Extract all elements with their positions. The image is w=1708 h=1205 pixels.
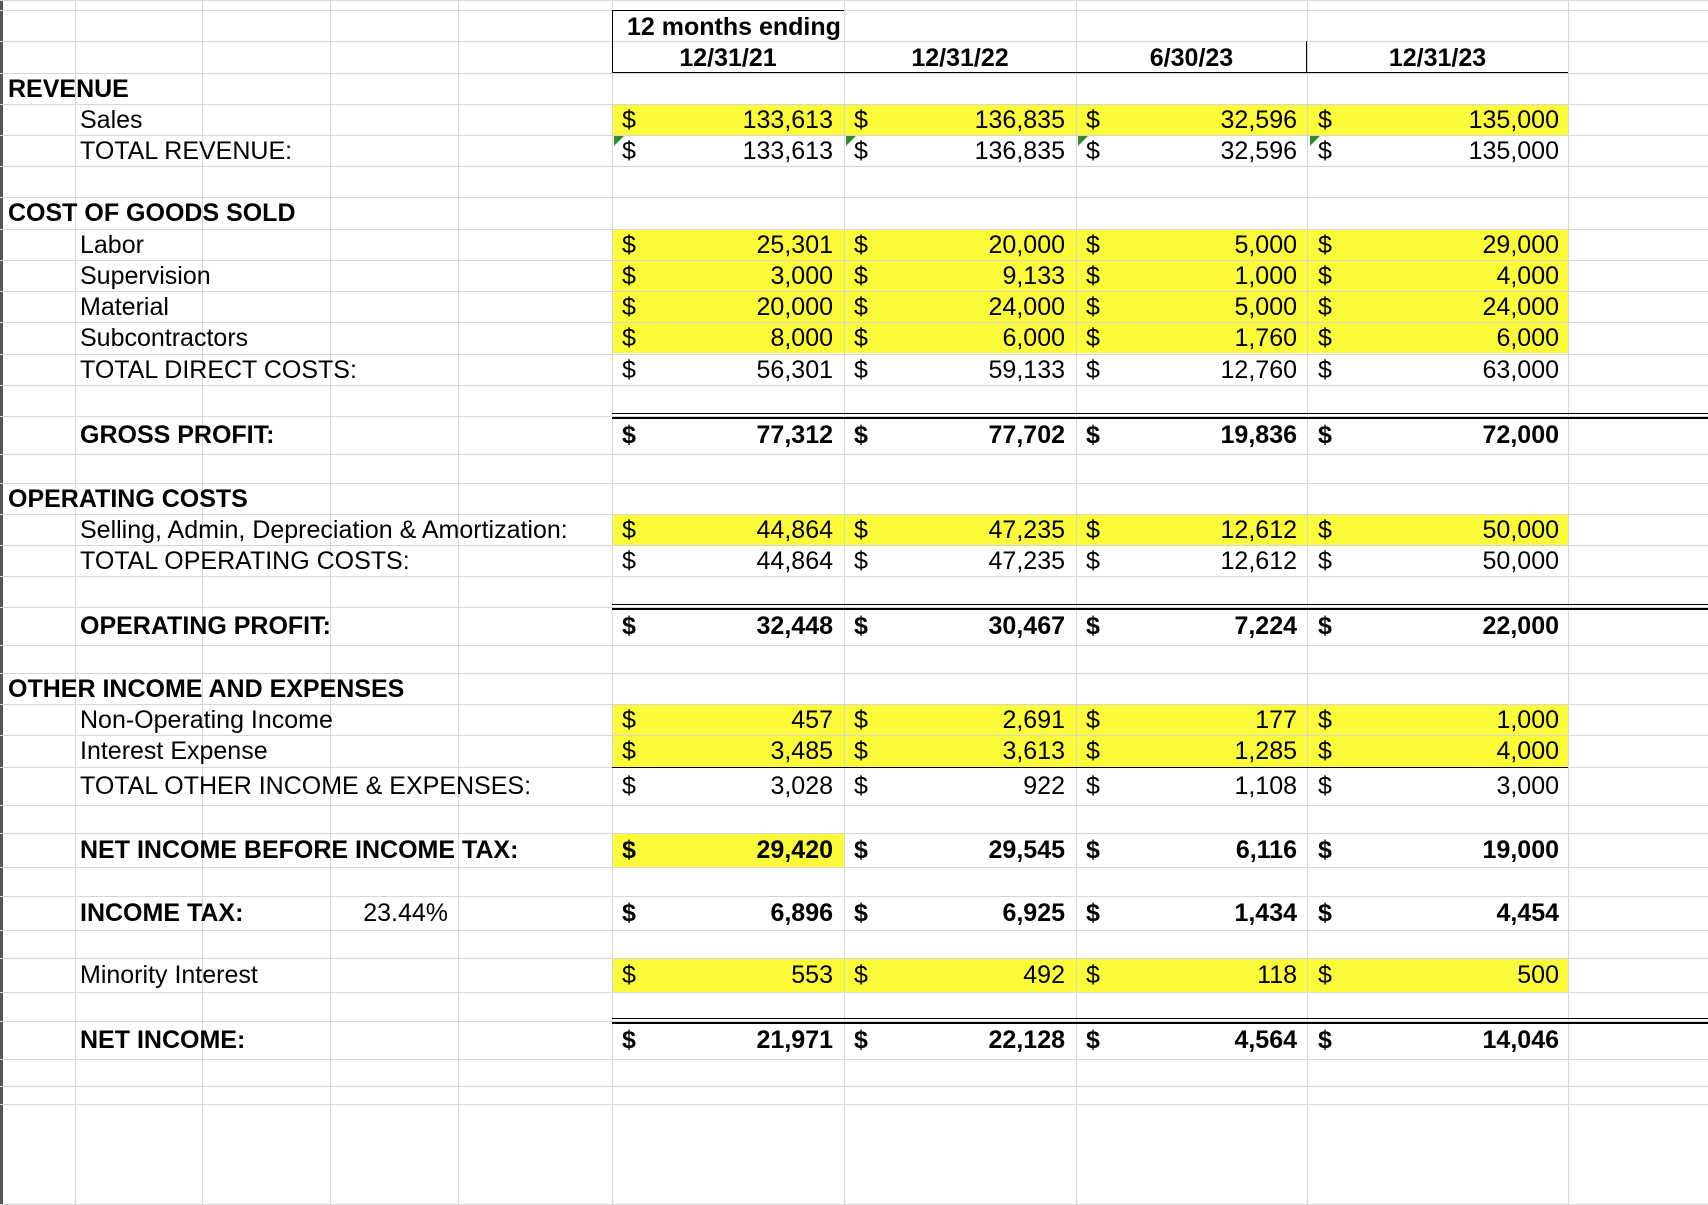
total_other-value-4[interactable]: 3,000 [1496,772,1559,800]
total_opcosts-value-4[interactable]: 50,000 [1482,547,1559,575]
non_op_income-dollar-2: $ [854,706,868,734]
section-title-opcosts: OPERATING COSTS [8,485,248,513]
total_opcosts-value-1[interactable]: 44,864 [756,547,833,575]
income_tax-value-4[interactable]: 4,454 [1496,899,1559,927]
grid-row-line [0,833,1708,834]
operating_profit-double-rule [612,608,1708,610]
net_income-double-rule [612,1022,1708,1024]
sga-value-4[interactable]: 50,000 [1482,516,1559,544]
operating_profit-dollar-2: $ [854,612,868,640]
grid-row-line [0,1059,1708,1060]
net_before_tax-label: NET INCOME BEFORE INCOME TAX: [80,836,519,864]
grid-row-line [0,930,1708,931]
material-dollar-2: $ [854,293,868,321]
total_direct-dollar-2: $ [854,356,868,384]
subcontractors-value-3[interactable]: 1,760 [1234,324,1297,352]
non_op_income-value-2[interactable]: 2,691 [1002,706,1065,734]
net_before_tax-dollar-3: $ [1086,836,1100,864]
total_other-dollar-3: $ [1086,772,1100,800]
income_tax-dollar-4: $ [1318,899,1332,927]
net_before_tax-dollar-1: $ [622,836,636,864]
grid-row-line [0,645,1708,646]
supervision-dollar-1: $ [622,262,636,290]
minority_interest-value-1[interactable]: 553 [791,961,833,989]
total_direct-dollar-3: $ [1086,356,1100,384]
labor-dollar-2: $ [854,231,868,259]
grid-row-line [0,896,1708,897]
interest_expense-dollar-4: $ [1318,737,1332,765]
sga-dollar-4: $ [1318,516,1332,544]
net_income-dollar-4: $ [1318,1026,1332,1054]
grid-row-line [0,992,1708,993]
total_opcosts-dollar-2: $ [854,547,868,575]
sales-value-2[interactable]: 136,835 [974,106,1065,134]
non_op_income-value-4[interactable]: 1,000 [1496,706,1559,734]
material-value-1[interactable]: 20,000 [756,293,833,321]
operating_profit-label: OPERATING PROFIT: [80,612,331,640]
gross_profit-value-3[interactable]: 19,836 [1220,421,1297,449]
interest_expense-dollar-3: $ [1086,737,1100,765]
net_before_tax-value-1[interactable]: 29,420 [756,836,833,864]
supervision-label: Supervision [80,262,211,290]
total_opcosts-value-2[interactable]: 47,235 [988,547,1065,575]
net_before_tax-value-3[interactable]: 6,116 [1235,836,1297,864]
material-value-4[interactable]: 24,000 [1482,293,1559,321]
supervision-value-4[interactable]: 4,000 [1496,262,1559,290]
error-indicator-icon [614,136,624,146]
net_income-dollar-2: $ [854,1026,868,1054]
error-indicator-icon [1078,136,1088,146]
grid-row-line [0,41,1708,42]
subcontractors-label: Subcontractors [80,324,249,352]
sales-dollar-2: $ [854,106,868,134]
labor-dollar-4: $ [1318,231,1332,259]
net_income-dollar-3: $ [1086,1026,1100,1054]
sga-dollar-1: $ [622,516,636,544]
total_revenue-dollar-3: $ [1086,137,1100,165]
operating_profit-dollar-1: $ [622,612,636,640]
operating_profit-value-2[interactable]: 30,467 [988,612,1065,640]
total_other-value-2[interactable]: 922 [1023,772,1065,800]
gross_profit-label: GROSS PROFIT: [80,421,275,449]
material-label: Material [80,293,169,321]
sales-dollar-4: $ [1318,106,1332,134]
labor-value-2[interactable]: 20,000 [988,231,1065,259]
interest_expense-value-4[interactable]: 4,000 [1496,737,1559,765]
total_revenue-dollar-2: $ [854,137,868,165]
total_opcosts-dollar-3: $ [1086,547,1100,575]
labor-label: Labor [80,231,144,259]
grid-row-line [0,805,1708,806]
period-title: 12 months ending [627,13,841,41]
net_before_tax-dollar-2: $ [854,836,868,864]
column-header-2: 12/31/22 [911,44,1009,72]
tax-rate[interactable]: 23.44% [363,899,448,927]
labor-value-3[interactable]: 5,000 [1234,231,1297,259]
minority_interest-value-2[interactable]: 492 [1023,961,1065,989]
income_tax-value-3[interactable]: 1,434 [1234,899,1297,927]
grid-row-line [0,958,1708,959]
operating_profit-value-3[interactable]: 7,224 [1234,612,1297,640]
total_direct-dollar-1: $ [622,356,636,384]
income_tax-value-2[interactable]: 6,925 [1002,899,1065,927]
sales-dollar-3: $ [1086,106,1100,134]
interest_expense-label: Interest Expense [80,737,268,765]
interest_expense-dollar-2: $ [854,737,868,765]
minority_interest-value-3[interactable]: 118 [1257,961,1297,989]
supervision-dollar-3: $ [1086,262,1100,290]
total_opcosts-label: TOTAL OPERATING COSTS: [80,547,410,575]
grid-row-line [0,483,1708,484]
sga-value-1[interactable]: 44,864 [756,516,833,544]
minority_interest-value-4[interactable]: 500 [1517,961,1559,989]
total_revenue-value-2[interactable]: 136,835 [974,137,1065,165]
grid-row-line [0,73,1708,74]
non_op_income-label: Non-Operating Income [80,706,333,734]
labor-value-1[interactable]: 25,301 [756,231,833,259]
net_before_tax-value-4[interactable]: 19,000 [1482,836,1559,864]
labor-dollar-3: $ [1086,231,1100,259]
operating_profit-value-4[interactable]: 22,000 [1482,612,1559,640]
grid-col-line [75,0,76,1204]
net_income-double-rule [612,1018,1708,1019]
total_other-dollar-1: $ [622,772,636,800]
net_before_tax-value-2[interactable]: 29,545 [988,836,1065,864]
total_revenue-value-4[interactable]: 135,000 [1468,137,1559,165]
column-header-4: 12/31/23 [1388,44,1487,72]
non_op_income-dollar-3: $ [1086,706,1100,734]
operating_profit-value-1[interactable]: 32,448 [756,612,833,640]
subcontractors-dollar-4: $ [1318,324,1332,352]
header-border [612,10,844,11]
total_direct-dollar-4: $ [1318,356,1332,384]
grid-col-line [202,0,203,1204]
income_tax-dollar-1: $ [622,899,636,927]
sga-value-3[interactable]: 12,612 [1220,516,1297,544]
gross_profit-value-4[interactable]: 72,000 [1482,421,1559,449]
sales-value-4[interactable]: 135,000 [1468,106,1559,134]
total_direct-label: TOTAL DIRECT COSTS: [80,356,357,384]
sales-label: Sales [80,106,143,134]
supervision-value-2[interactable]: 9,133 [1002,262,1065,290]
error-indicator-icon [846,136,856,146]
income_tax-label: INCOME TAX: [80,899,244,927]
gross_profit-double-rule [612,417,1708,419]
operating_profit-dollar-4: $ [1318,612,1332,640]
total_other-dollar-2: $ [854,772,868,800]
total_other-dollar-4: $ [1318,772,1332,800]
grid-row-line [0,867,1708,868]
sales-value-3[interactable]: 32,596 [1220,106,1297,134]
minority_interest-dollar-2: $ [854,961,868,989]
total_revenue-value-3[interactable]: 32,596 [1220,137,1297,165]
non_op_income-value-3[interactable]: 177 [1255,706,1297,734]
total_direct-value-3[interactable]: 12,760 [1220,356,1297,384]
grid-col-line [0,0,3,1204]
gross_profit-dollar-3: $ [1086,421,1100,449]
sga-dollar-2: $ [854,516,868,544]
grid-row-line [0,10,1708,11]
non_op_income-value-1[interactable]: 457 [791,706,833,734]
subcontractors-dollar-2: $ [854,324,868,352]
total_other-value-1[interactable]: 3,028 [770,772,833,800]
minority_interest-label: Minority Interest [80,961,258,989]
net_income-value-4[interactable]: 14,046 [1482,1026,1559,1054]
gross_profit-double-rule [612,413,1708,414]
material-dollar-3: $ [1086,293,1100,321]
section-title-cogs: COST OF GOODS SOLD [8,199,296,227]
income_tax-dollar-3: $ [1086,899,1100,927]
subcontractors-dollar-1: $ [622,324,636,352]
total_other-value-3[interactable]: 1,108 [1234,772,1297,800]
non_op_income-dollar-4: $ [1318,706,1332,734]
grid-row-line [0,166,1708,167]
column-header-3: 6/30/23 [1149,44,1234,72]
operating_profit-dollar-3: $ [1086,612,1100,640]
net_before_tax-dollar-4: $ [1318,836,1332,864]
minority_interest-dollar-4: $ [1318,961,1332,989]
labor-value-4[interactable]: 29,000 [1482,231,1559,259]
total_revenue-label: TOTAL REVENUE: [80,137,293,165]
income_tax-value-1[interactable]: 6,896 [770,899,833,927]
net_income-value-3[interactable]: 4,564 [1234,1026,1297,1054]
total_opcosts-value-3[interactable]: 12,612 [1220,547,1297,575]
gross_profit-dollar-4: $ [1318,421,1332,449]
error-indicator-icon [1310,136,1320,146]
sales-dollar-1: $ [622,106,636,134]
total_direct-value-1[interactable]: 56,301 [756,356,833,384]
grid-col-line [330,0,331,1204]
supervision-dollar-4: $ [1318,262,1332,290]
net_income-dollar-1: $ [622,1026,636,1054]
sga-label: Selling, Admin, Depreciation & Amortization: [80,516,568,544]
section-title-other: OTHER INCOME AND EXPENSES [8,675,405,703]
net_income-value-1[interactable]: 21,971 [756,1026,833,1054]
supervision-value-1[interactable]: 3,000 [770,262,833,290]
grid-row-line [0,454,1708,455]
total_other-top-rule [612,767,1568,768]
sales-value-1[interactable]: 133,613 [742,106,833,134]
income_tax-dollar-2: $ [854,899,868,927]
grid-row-line [0,576,1708,577]
subcontractors-dollar-3: $ [1086,324,1100,352]
subcontractors-value-4[interactable]: 6,000 [1496,324,1559,352]
operating_profit-double-rule [612,604,1708,605]
supervision-value-3[interactable]: 1,000 [1234,262,1297,290]
total_revenue-dollar-1: $ [622,137,636,165]
total_other-label: TOTAL OTHER INCOME & EXPENSES: [80,772,532,800]
total_opcosts-dollar-4: $ [1318,547,1332,575]
supervision-dollar-2: $ [854,262,868,290]
total_opcosts-dollar-1: $ [622,547,636,575]
gross_profit-dollar-1: $ [622,421,636,449]
grid-row-line [0,1086,1708,1087]
total_direct-value-2[interactable]: 59,133 [988,356,1065,384]
subcontractors-value-1[interactable]: 8,000 [770,324,833,352]
interest_expense-value-1[interactable]: 3,485 [770,737,833,765]
grid-row-line [0,1104,1708,1105]
net_income-value-2[interactable]: 22,128 [988,1026,1065,1054]
labor-dollar-1: $ [622,231,636,259]
material-value-3[interactable]: 5,000 [1234,293,1297,321]
gross_profit-dollar-2: $ [854,421,868,449]
grid-col-line [458,0,459,1204]
interest_expense-dollar-1: $ [622,737,636,765]
gross_profit-value-2[interactable]: 77,702 [988,421,1065,449]
gross_profit-value-1[interactable]: 77,312 [756,421,833,449]
minority_interest-dollar-1: $ [622,961,636,989]
minority_interest-dollar-3: $ [1086,961,1100,989]
total_revenue-value-1[interactable]: 133,613 [742,137,833,165]
grid-row-line [0,385,1708,386]
material-dollar-1: $ [622,293,636,321]
grid-row-line [0,0,1708,1]
net_income-label: NET INCOME: [80,1026,246,1054]
section-title-revenue: REVENUE [8,75,129,103]
material-value-2[interactable]: 24,000 [988,293,1065,321]
non_op_income-dollar-1: $ [622,706,636,734]
sga-value-2[interactable]: 47,235 [988,516,1065,544]
total_revenue-dollar-4: $ [1318,137,1332,165]
total_direct-value-4[interactable]: 63,000 [1482,356,1559,384]
sga-dollar-3: $ [1086,516,1100,544]
subcontractors-value-2[interactable]: 6,000 [1002,324,1065,352]
interest_expense-value-3[interactable]: 1,285 [1234,737,1297,765]
material-dollar-4: $ [1318,293,1332,321]
column-header-1: 12/31/21 [679,44,777,72]
interest_expense-value-2[interactable]: 3,613 [1002,737,1065,765]
